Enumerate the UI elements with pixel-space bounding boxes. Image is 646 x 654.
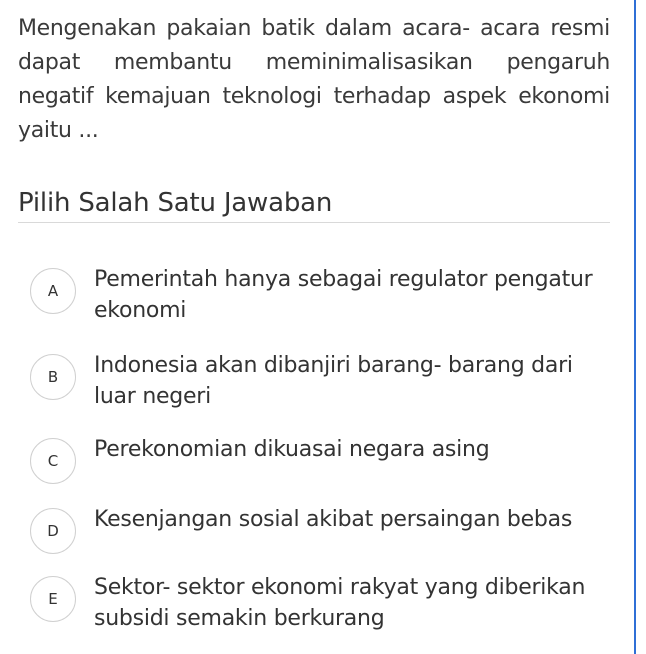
option-c-text[interactable]: Perekonomian dikuasai negara asing: [94, 437, 490, 462]
answer-section-title: Pilih Salah Satu Jawaban: [18, 188, 333, 218]
question-text: Mengenakan pakaian batik dalam acara- acara resmi dapat membantu meminimalisasikan pengaruh negatif kemajuan teknologi terhadap aspek ekonomi yaitu ...: [18, 16, 610, 143]
option-b-text[interactable]: Indonesia akan dibanjiri barang- barang dari luar negeri: [94, 353, 573, 409]
right-divider: [634, 0, 636, 654]
option-a-text[interactable]: Pemerintah hanya sebagai regulator pengatur ekonomi: [94, 267, 593, 323]
option-e-text[interactable]: Sektor- sektor ekonomi rakyat yang diberikan subsidi semakin berkurang: [94, 575, 586, 631]
option-a-badge[interactable]: A: [30, 268, 76, 314]
option-c-badge[interactable]: C: [30, 438, 76, 484]
option-e-badge[interactable]: E: [30, 576, 76, 622]
option-d-text[interactable]: Kesenjangan sosial akibat persaingan bebas: [94, 507, 573, 532]
section-divider: [18, 222, 610, 223]
option-d-badge[interactable]: D: [30, 508, 76, 554]
option-b-badge[interactable]: B: [30, 354, 76, 400]
